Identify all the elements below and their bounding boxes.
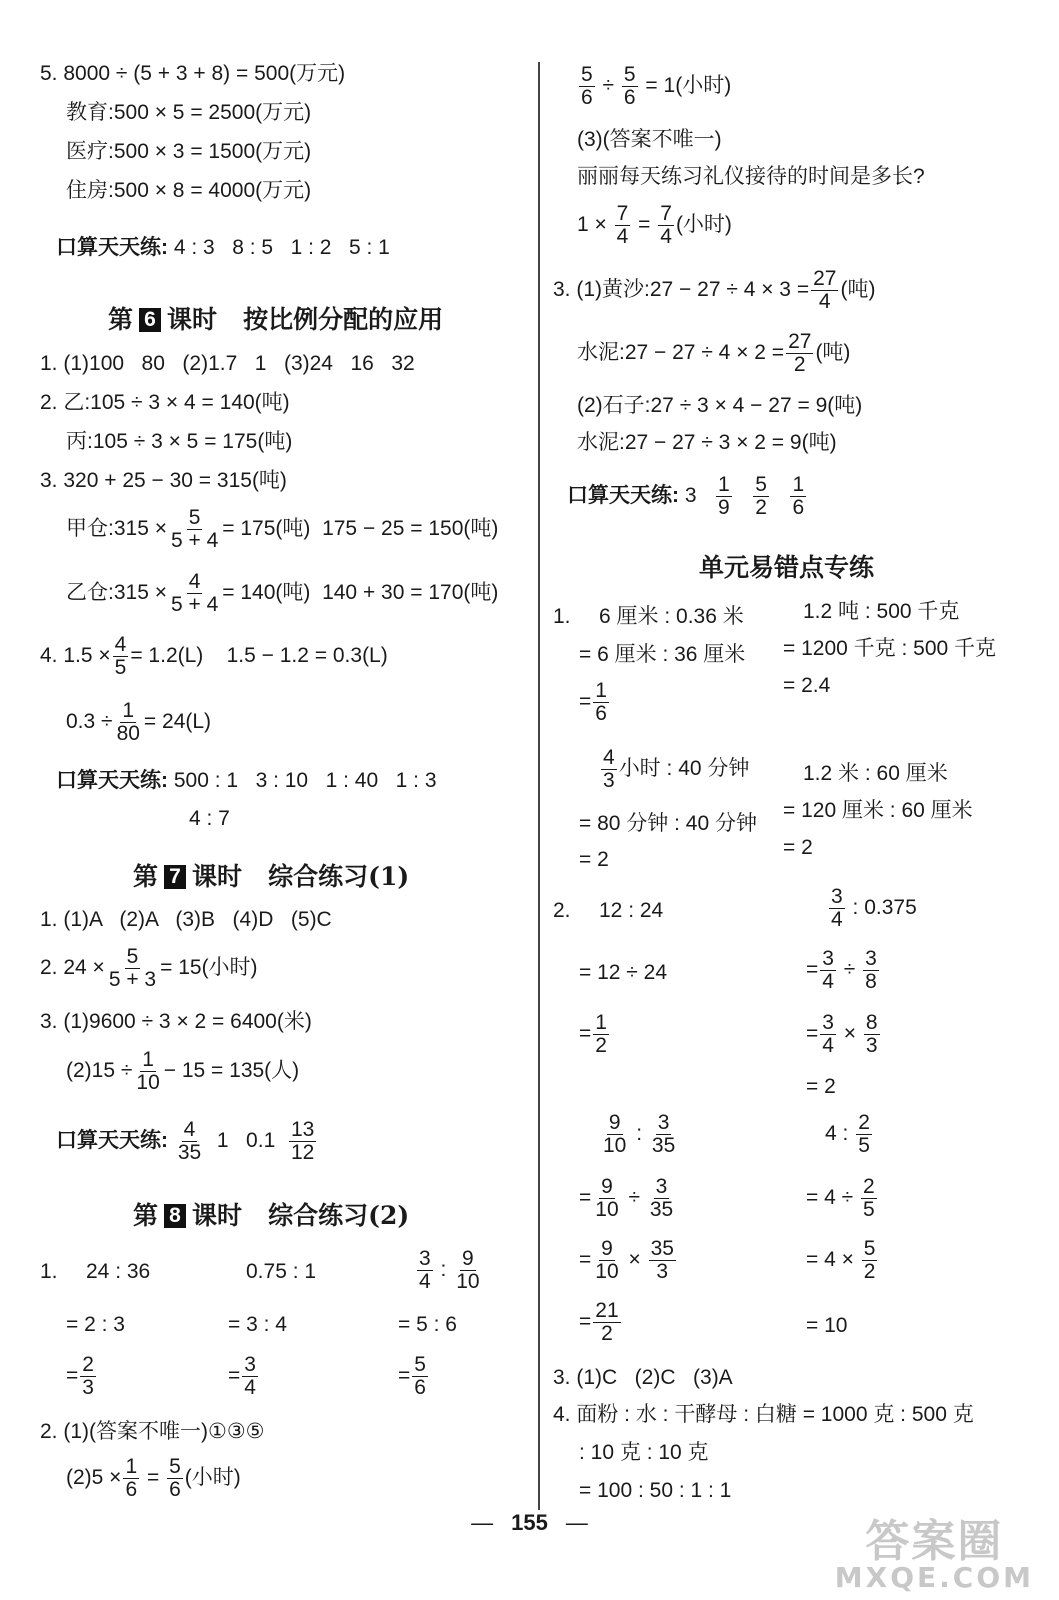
watermark-logo: 答案圈 MXQE.COM: [834, 1516, 1034, 1594]
l7-q2: 2. 24 × $\frac{5}{5 + 3}$ = 15(小时): [40, 945, 258, 992]
u1-label: 1.: [553, 605, 571, 628]
u1-d3: = 2: [783, 836, 813, 859]
right-column: [543, 0, 1059, 1540]
u1-a1: 6 厘米 : 0.36 米: [599, 605, 744, 628]
r-top-line3: 丽丽每天练习礼仪接待的时间是多长?: [577, 165, 925, 188]
l8-q2a: 2. (1)(答案不唯一)①③⑤: [40, 1420, 265, 1443]
u2-d2: = 4 ÷ $\frac{2}{5}$: [806, 1175, 875, 1222]
q5-line2: 教育:500 × 5 = 2500(万元): [66, 101, 312, 124]
u1-b1: 1.2 吨 : 500 千克: [803, 600, 960, 623]
u1-c3: = 2: [579, 848, 609, 871]
u1-d2: = 120 厘米 : 60 厘米: [783, 799, 973, 822]
oral-practice-2: 口算天天练: 500 : 1 3 : 10 1 : 40 1 : 3: [56, 769, 437, 792]
r-top-line2: (3)(答案不唯一): [577, 128, 722, 151]
r-q3a: 3. (1)黄沙:27 − 27 ÷ 4 × 3 = $\frac{27}{4}$ (吨): [553, 267, 876, 314]
q5-line1: 5. 8000 ÷ (5 + 3 + 8) = 500(万元): [40, 62, 346, 85]
r-q3-choices: 3. (1)C (2)C (3)A: [553, 1366, 733, 1389]
u1-a2: = 6 厘米 : 36 厘米: [579, 643, 746, 666]
page-footer: — 155 —: [471, 1510, 588, 1535]
r-q3b: 水泥:27 − 27 ÷ 4 × 2 = $\frac{27}{2}$ (吨): [577, 330, 851, 377]
l8-q1-label: 1.: [40, 1260, 58, 1283]
oral-practice-2-line2: 4 : 7: [189, 807, 230, 830]
u1-a3: = $\frac{1}{6}$: [579, 679, 607, 726]
u2-b2: = $\frac{3}{4}$ ÷ $\frac{3}{8}$: [806, 947, 877, 994]
r-q4-line2: : 10 克 : 10 克: [579, 1441, 709, 1464]
l8-c3-r1: $\frac{3}{4}$ : $\frac{9}{10}$: [419, 1247, 480, 1294]
u2-a2: = 12 ÷ 24: [579, 961, 668, 984]
l6-q2b: 丙:105 ÷ 3 × 5 = 175(吨): [66, 430, 293, 453]
l6-q4a: 4. 1.5 × $\frac{4}{5}$ = 1.2(L) 1.5 − 1.2 = 0.3(L): [40, 633, 388, 680]
l8-c1-r2: = 2 : 3: [66, 1313, 125, 1336]
u2-d1: 4 : $\frac{2}{5}$: [825, 1111, 870, 1158]
u1-b2: = 1200 千克 : 500 千克: [783, 637, 997, 660]
u2-d3: = 4 × $\frac{5}{2}$: [806, 1237, 876, 1284]
r-q3c: (2)石子:27 ÷ 3 × 4 − 27 = 9(吨): [577, 394, 863, 417]
u2-c2: = $\frac{9}{10}$ ÷ $\frac{3}{35}$: [579, 1175, 674, 1222]
l6-q1: 1. (1)100 80 (2)1.7 1 (3)24 16 32: [40, 352, 415, 375]
l8-c2-r2: = 3 : 4: [228, 1313, 287, 1336]
l8-c2-r1: 0.75 : 1: [246, 1260, 317, 1283]
u1-b3: = 2.4: [783, 674, 831, 697]
l8-c3-r3: = $\frac{5}{6}$: [398, 1353, 426, 1400]
u2-b3: = $\frac{3}{4}$ × $\frac{8}{3}$: [806, 1011, 878, 1058]
l6-q2a: 2. 乙:105 ÷ 3 × 4 = 140(吨): [40, 391, 290, 414]
l7-q1: 1. (1)A (2)A (3)B (4)D (5)C: [40, 908, 332, 931]
l6-q4b: 0.3 ÷ $\frac{1}{80}$ = 24(L): [66, 699, 212, 746]
oral-practice-3: 口算天天练: $\frac{4}{35}$ 1 0.1 $\frac{13}{12}$: [56, 1118, 315, 1165]
u2-label: 2.: [553, 899, 571, 922]
q5-line4: 住房:500 × 8 = 4000(万元): [66, 179, 312, 202]
oral-practice-4: 口算天天练: 3 $\frac{1}{9}$ $\frac{5}{2}$ $\frac{1}{6}$: [567, 473, 805, 520]
r-q3d: 水泥:27 − 27 ÷ 3 × 2 = 9(吨): [577, 431, 837, 454]
l6-q3b: 甲仓:315 × $\frac{5}{5 + 4}$ = 175(吨) 175 − 25 = 150(吨): [66, 506, 499, 553]
l8-c2-r3: = $\frac{3}{4}$: [228, 1353, 256, 1400]
l8-q2b: (2)5 × $\frac{1}{6}$ = $\frac{5}{6}$ (小时): [66, 1455, 241, 1502]
l6-q3c: 乙仓:315 × $\frac{4}{5 + 4}$ = 140(吨) 140 + 30 = 170(吨): [66, 570, 499, 617]
r-top-line4: 1 × $\frac{7}{4}$ = $\frac{7}{4}$ (小时): [577, 202, 732, 249]
u2-c4: = $\frac{21}{2}$: [579, 1299, 619, 1346]
u1-d1: 1.2 米 : 60 厘米: [803, 762, 948, 785]
l8-c1-r1: 24 : 36: [86, 1260, 151, 1283]
u2-b4: = 2: [806, 1075, 836, 1098]
u2-c1: $\frac{9}{10}$ : $\frac{3}{35}$: [603, 1111, 676, 1158]
column-divider: [538, 62, 540, 1510]
left-column: [0, 0, 535, 1540]
page-number: 155: [511, 1510, 548, 1535]
lesson-8-heading: 第 8 课时 综合练习(2): [133, 1201, 410, 1230]
r-q4-line3: = 100 : 50 : 1 : 1: [579, 1479, 732, 1502]
u2-a3: = $\frac{1}{2}$: [579, 1011, 607, 1058]
u2-c3: = $\frac{9}{10}$ × $\frac{35}{3}$: [579, 1237, 674, 1284]
u2-d4: = 10: [806, 1314, 848, 1337]
lesson-7-heading: 第 7 课时 综合练习(1): [133, 862, 410, 891]
l7-q3b: (2)15 ÷ $\frac{1}{10}$ − 15 = 135(人): [66, 1048, 300, 1095]
l8-c1-r3: = $\frac{2}{3}$: [66, 1353, 94, 1400]
l6-q3a: 3. 320 + 25 − 30 = 315(吨): [40, 469, 287, 492]
u1-c1: $\frac{4}{3}$ 小时 : 40 分钟: [603, 746, 750, 793]
l7-q3a: 3. (1)9600 ÷ 3 × 2 = 6400(米): [40, 1010, 312, 1033]
oral-practice-1: 口算天天练: 4 : 3 8 : 5 1 : 2 5 : 1: [56, 236, 390, 259]
unit-errors-heading: 单元易错点专练: [699, 553, 875, 582]
u1-c2: = 80 分钟 : 40 分钟: [579, 812, 757, 835]
q5-line3: 医疗:500 × 3 = 1500(万元): [66, 140, 312, 163]
lesson-6-heading: 第 6 课时 按比例分配的应用: [108, 305, 444, 334]
l8-c3-r2: = 5 : 6: [398, 1313, 457, 1336]
u2-a1: 12 : 24: [599, 899, 664, 922]
r-top-line1: $\frac{5}{6}$ ÷ $\frac{5}{6}$ = 1(小时): [581, 63, 732, 110]
r-q4-line1: 4. 面粉 : 水 : 干酵母 : 白糖 = 1000 克 : 500 克: [553, 1403, 974, 1426]
u2-b1: $\frac{3}{4}$ : 0.375: [831, 885, 917, 932]
